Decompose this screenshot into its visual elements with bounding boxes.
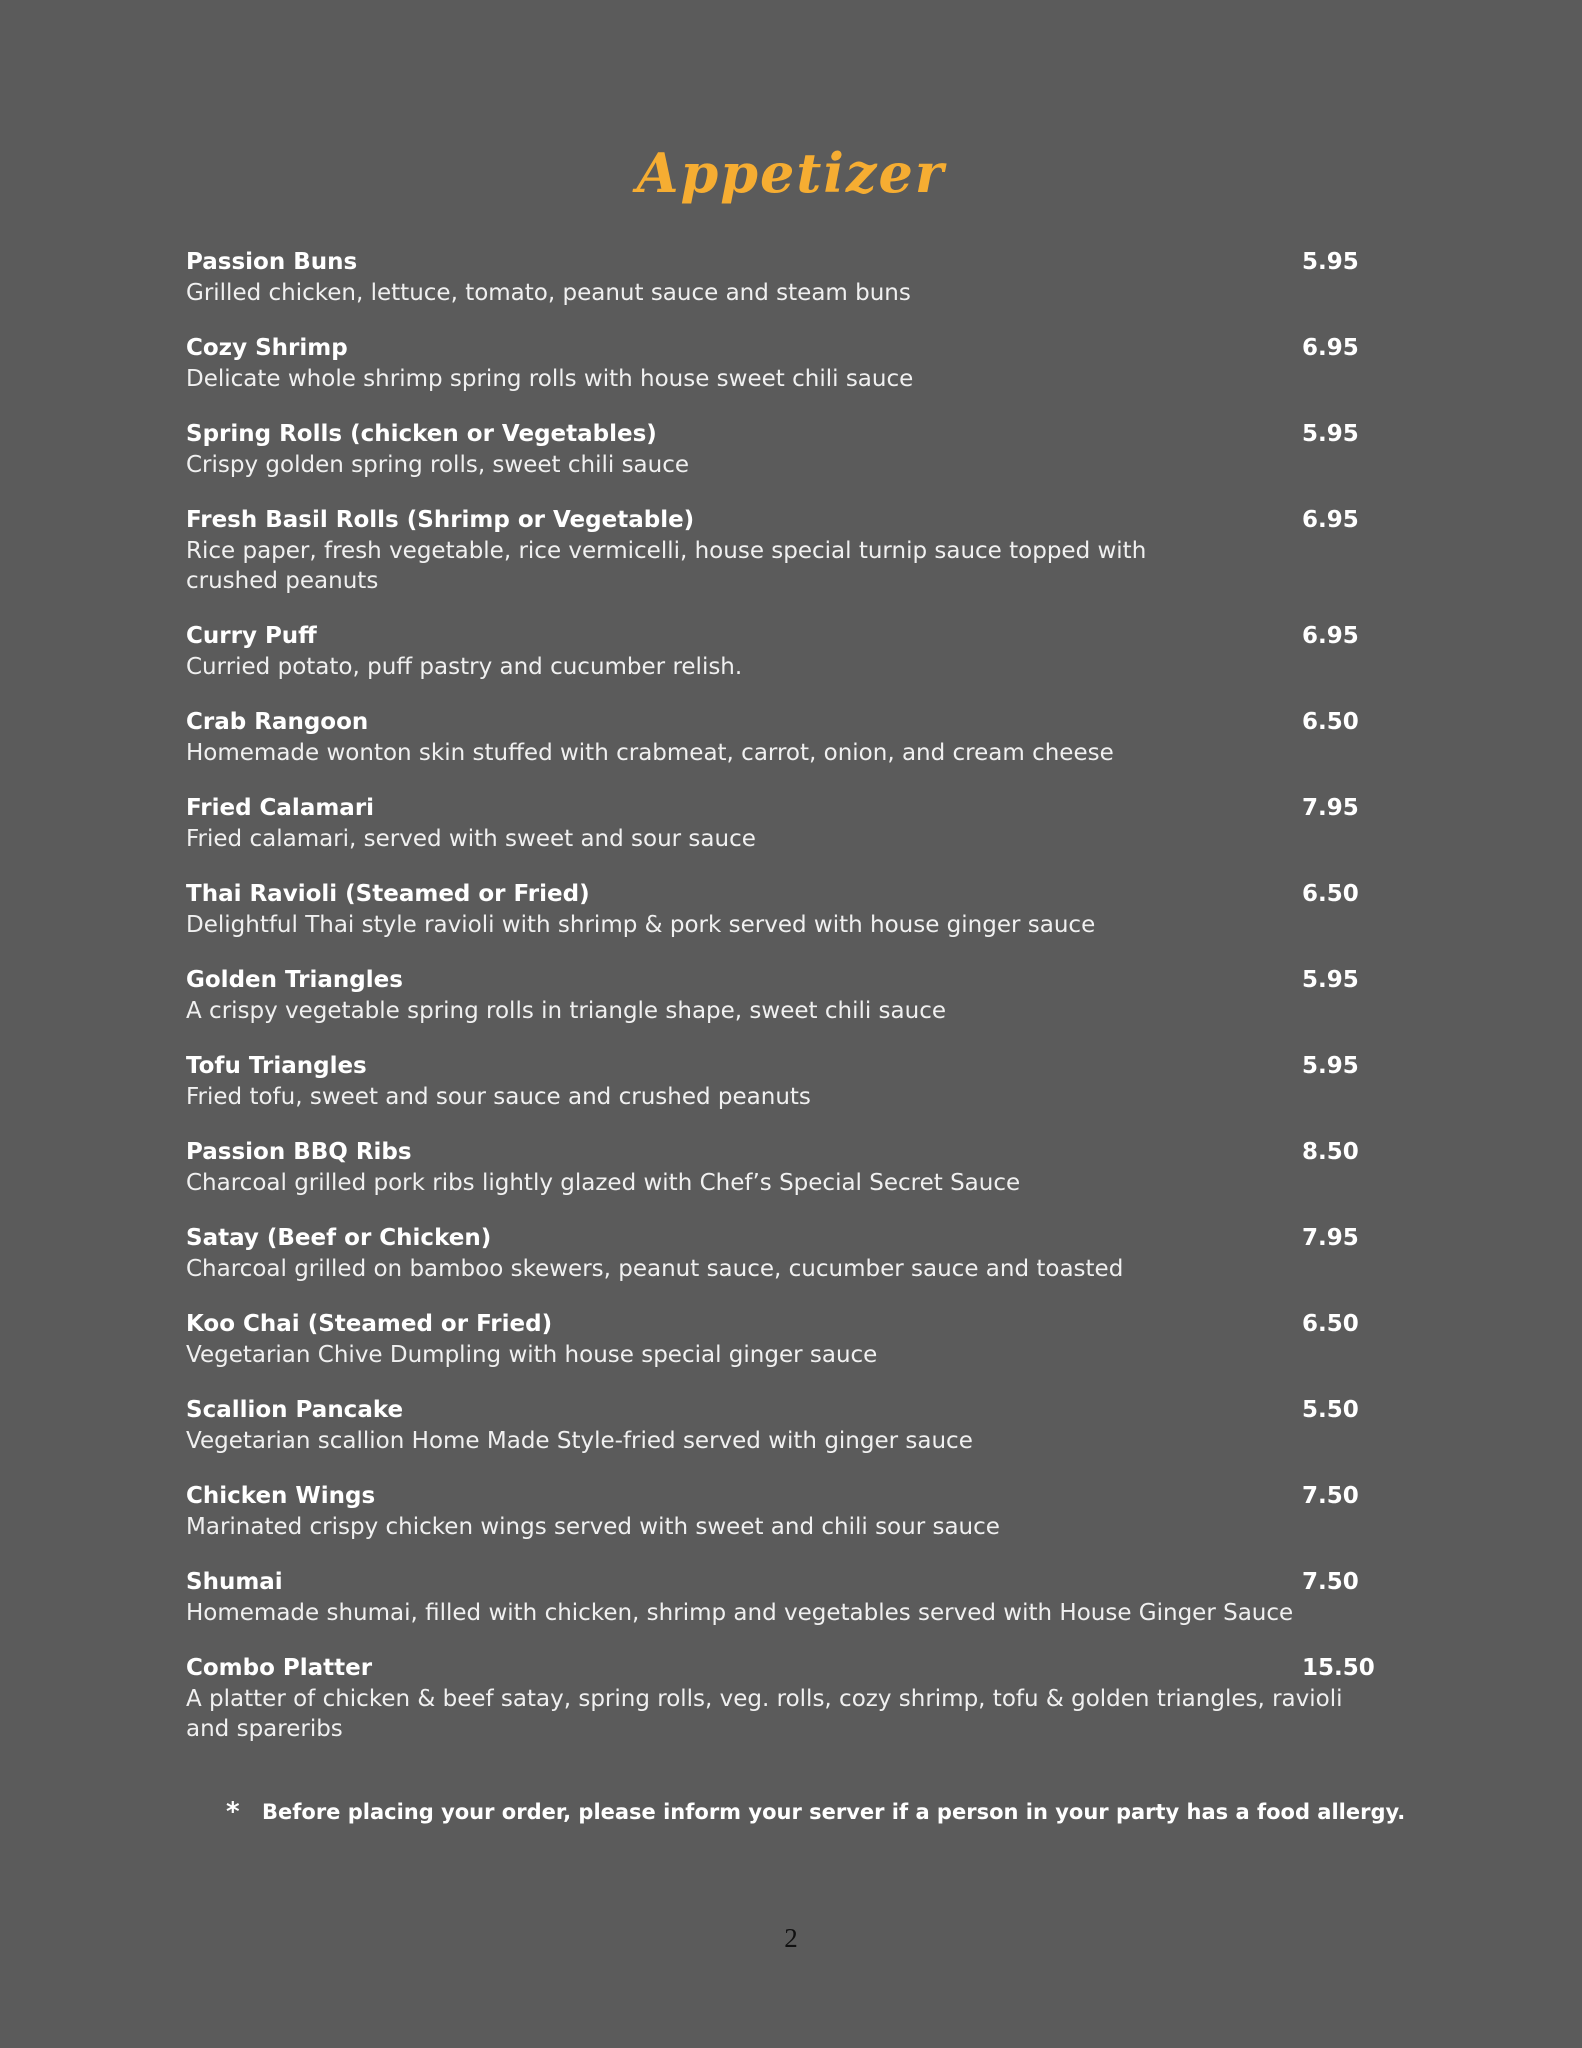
item-description: Vegetarian scallion Home Made Style-fried served with ginger sauce bbox=[186, 1428, 973, 1454]
menu-item bbox=[186, 1222, 1386, 1284]
menu-item bbox=[186, 418, 1386, 480]
item-description: Grilled chicken, lettuce, tomato, peanut sauce and steam buns bbox=[186, 280, 911, 306]
item-price: 6.50 bbox=[1302, 709, 1359, 735]
item-description: Vegetarian Chive Dumpling with house special ginger sauce bbox=[186, 1342, 878, 1368]
item-name: Thai Ravioli (Steamed or Fried) bbox=[186, 881, 590, 907]
item-description: A crispy vegetable spring rolls in triangle shape, sweet chili sauce bbox=[186, 998, 946, 1024]
item-description: Marinated crispy chicken wings served with sweet and chili sour sauce bbox=[186, 1514, 1000, 1540]
item-description: Fried calamari, served with sweet and sour sauce bbox=[186, 826, 756, 852]
item-price: 15.50 bbox=[1302, 1655, 1375, 1681]
menu-item bbox=[186, 878, 1386, 940]
menu-item bbox=[186, 1136, 1386, 1198]
item-price: 5.95 bbox=[1302, 967, 1359, 993]
item-price: 5.95 bbox=[1302, 421, 1359, 447]
item-name: Fresh Basil Rolls (Shrimp or Vegetable) bbox=[186, 507, 695, 533]
item-name: Chicken Wings bbox=[186, 1483, 376, 1509]
menu-item bbox=[186, 792, 1386, 854]
item-name: Scallion Pancake bbox=[186, 1397, 404, 1423]
menu-item bbox=[186, 1566, 1386, 1628]
item-price: 6.95 bbox=[1302, 623, 1359, 649]
item-name: Cozy Shrimp bbox=[186, 335, 348, 361]
menu-item bbox=[186, 1050, 1386, 1112]
item-price: 6.50 bbox=[1302, 1311, 1359, 1337]
menu-item bbox=[186, 1480, 1386, 1542]
item-name: Satay (Beef or Chicken) bbox=[186, 1225, 492, 1251]
item-description: Charcoal grilled on bamboo skewers, peanut sauce, cucumber sauce and toasted bbox=[186, 1256, 1124, 1282]
menu-item bbox=[186, 1394, 1386, 1456]
item-price: 7.50 bbox=[1302, 1483, 1359, 1509]
menu-item bbox=[186, 332, 1386, 394]
menu-item bbox=[186, 620, 1386, 682]
asterisk-marker: * bbox=[226, 1797, 240, 1827]
item-price: 6.95 bbox=[1302, 335, 1359, 361]
item-description: Homemade shumai, filled with chicken, shrimp and vegetables served with House Ginger Sauce bbox=[186, 1600, 1294, 1626]
item-description: Delightful Thai style ravioli with shrimp & pork served with house ginger sauce bbox=[186, 912, 1096, 938]
menu-item bbox=[186, 504, 1386, 596]
item-price: 6.95 bbox=[1302, 507, 1359, 533]
page-number: 2 bbox=[784, 1923, 798, 1953]
item-name: Combo Platter bbox=[186, 1655, 373, 1681]
menu-list bbox=[186, 246, 1386, 1768]
item-description: A platter of chicken & beef satay, spring rolls, veg. rolls, cozy shrimp, tofu & golden triangles, ravioli and spareribs bbox=[186, 1686, 1343, 1742]
menu-item bbox=[186, 1308, 1386, 1370]
item-name: Golden Triangles bbox=[186, 967, 403, 993]
item-name: Passion BBQ Ribs bbox=[186, 1139, 412, 1165]
item-price: 7.95 bbox=[1302, 795, 1359, 821]
menu-item bbox=[186, 706, 1386, 768]
menu-section-title: Appetizer bbox=[636, 141, 946, 205]
menu-item bbox=[186, 246, 1386, 308]
item-name: Spring Rolls (chicken or Vegetables) bbox=[186, 421, 657, 447]
item-price: 7.95 bbox=[1302, 1225, 1359, 1251]
item-description: Charcoal grilled pork ribs lightly glazed with Chef’s Special Secret Sauce bbox=[186, 1170, 1021, 1196]
item-price: 5.95 bbox=[1302, 1053, 1359, 1079]
item-description: Crispy golden spring rolls, sweet chili sauce bbox=[186, 452, 690, 478]
item-price: 7.50 bbox=[1302, 1569, 1359, 1595]
menu-item bbox=[186, 964, 1386, 1026]
item-price: 6.50 bbox=[1302, 881, 1359, 907]
item-description: Rice paper, fresh vegetable, rice vermicelli, house special turnip sauce topped with crushed peanuts bbox=[186, 538, 1147, 594]
allergy-note-text: Before placing your order, please inform your server if a person in your party has a food allergy. bbox=[262, 1800, 1406, 1824]
item-price: 5.50 bbox=[1302, 1397, 1359, 1423]
item-description: Fried tofu, sweet and sour sauce and crushed peanuts bbox=[186, 1084, 811, 1110]
item-name: Curry Puff bbox=[186, 623, 317, 649]
item-name: Passion Buns bbox=[186, 249, 358, 275]
item-name: Shumai bbox=[186, 1569, 283, 1595]
item-price: 5.95 bbox=[1302, 249, 1359, 275]
item-name: Fried Calamari bbox=[186, 795, 375, 821]
item-description: Homemade wonton skin stuffed with crabmeat, carrot, onion, and cream cheese bbox=[186, 740, 1114, 766]
allergy-note bbox=[226, 1796, 1426, 1828]
item-name: Crab Rangoon bbox=[186, 709, 369, 735]
item-name: Tofu Triangles bbox=[186, 1053, 367, 1079]
item-description: Delicate whole shrimp spring rolls with house sweet chili sauce bbox=[186, 366, 914, 392]
menu-item bbox=[186, 1652, 1386, 1744]
item-price: 8.50 bbox=[1302, 1139, 1359, 1165]
item-name: Koo Chai (Steamed or Fried) bbox=[186, 1311, 553, 1337]
item-description: Curried potato, puff pastry and cucumber relish. bbox=[186, 654, 743, 680]
